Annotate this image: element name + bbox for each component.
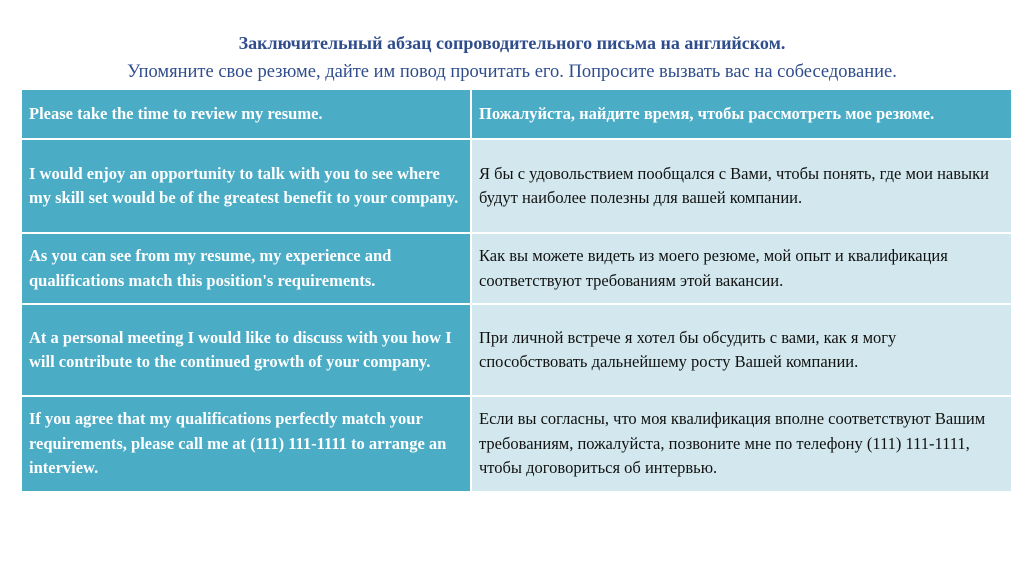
table-row [21, 139, 1012, 233]
english-phrase-cell: As you can see from my resume, my experience and qualifications match this position's requirements. [21, 233, 471, 304]
russian-translation-cell: Как вы можете видеть из моего резюме, мой опыт и квалификация соответствуют требованиям этой вакансии. [471, 233, 1012, 304]
table-row [21, 89, 1012, 139]
english-phrase-cell: Please take the time to review my resume. [21, 89, 471, 139]
english-phrase-cell: At a personal meeting I would like to discuss with you how I will contribute to the continued growth of your company. [21, 304, 471, 396]
english-phrase-cell: I would enjoy an opportunity to talk with you to see where my skill set would be of the greatest benefit to your company. [21, 139, 471, 233]
russian-translation-cell: Я бы с удовольствием пообщался с Вами, чтобы понять, где мои навыки будут наиболее полезны для вашей компании. [471, 139, 1012, 233]
russian-translation-cell: Пожалуйста, найдите время, чтобы рассмотреть мое резюме. [471, 89, 1012, 139]
russian-translation-cell: Если вы согласны, что моя квалификация вполне соответствуют Вашим требованиям, пожалуйста, позвоните мне по телефону (111) 111-1111, чтобы договориться об интервью. [471, 396, 1012, 492]
russian-translation-cell: При личной встрече я хотел бы обсудить с вами, как я могу способствовать дальнейшему росту Вашей компании. [471, 304, 1012, 396]
table-row [21, 304, 1012, 396]
slide-title: Заключительный абзац сопроводительного письма на английском. [238, 33, 786, 53]
english-phrase-cell: If you agree that my qualifications perfectly match your requirements, please call me at (111) 111-1111 to arrange an interview. [21, 396, 471, 492]
table-row [21, 233, 1012, 304]
slide-subtitle: Упомяните свое резюме, дайте им повод прочитать его. Попросите вызвать вас на собеседование. [127, 62, 897, 82]
phrase-table [20, 88, 1013, 493]
table-row [21, 396, 1012, 492]
